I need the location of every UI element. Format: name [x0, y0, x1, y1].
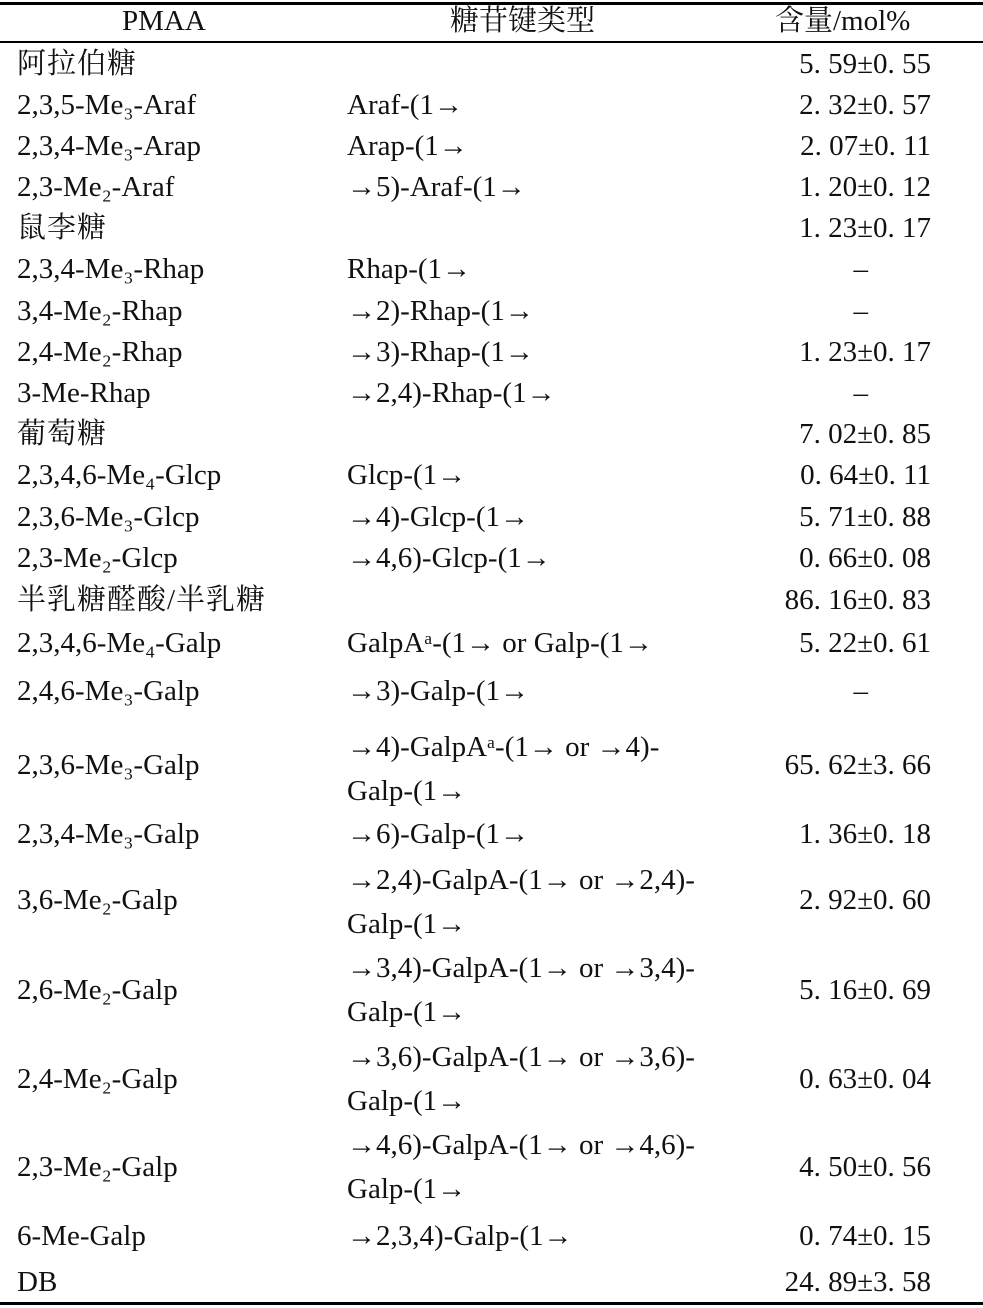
content-value: –	[853, 377, 868, 409]
sugar-group-label: 阿拉伯糖	[17, 48, 138, 80]
content-value: 1. 23±0. 17	[799, 336, 931, 368]
linkage-cell: Glcp-(1→	[347, 459, 467, 491]
linkage-cell: →6)-Galp-(1→	[347, 818, 530, 850]
content-value: 24. 89±3. 58	[784, 1266, 931, 1298]
linkage-cell: →4)-Glcp-(1→	[347, 501, 530, 533]
content-value: 5. 59±0. 55	[799, 48, 931, 80]
pmaa-cell: 2,3-Me₂-Galp	[17, 1151, 178, 1183]
pmaa-cell: 2,3,4-Me₃-Rhap	[17, 253, 205, 285]
table-bottom-rule	[0, 1302, 983, 1305]
pmaa-cell: 2,3,5-Me₃-Araf	[17, 89, 197, 121]
content-value: 5. 16±0. 69	[799, 974, 931, 1006]
header-linkage-type: 糖苷键类型	[450, 5, 596, 37]
content-value: –	[853, 675, 868, 707]
table-row	[0, 946, 983, 1034]
linkage-cell: →2,4)-GalpA-(1→ or →2,4)-Galp-(1→	[347, 864, 695, 940]
pmaa-cell: 2,3-Me₂-Glcp	[17, 542, 178, 574]
linkage-cell: →4,6)-GalpA-(1→ or →4,6)-Galp-(1→	[347, 1129, 695, 1205]
content-value: 2. 07±0. 11	[800, 130, 931, 162]
linkage-cell: →3)-Rhap-(1→	[347, 336, 534, 368]
content-value: –	[853, 253, 868, 285]
table-row	[0, 1035, 983, 1123]
linkage-cell: →5)-Araf-(1→	[347, 171, 526, 203]
sugar-group-label: 葡萄糖	[17, 418, 108, 450]
table-row	[0, 42, 983, 84]
pmaa-cell: 3-Me-Rhap	[17, 377, 151, 409]
header-content: 含量/mol%	[775, 5, 911, 37]
pmaa-cell: 2,4,6-Me₃-Galp	[17, 675, 200, 707]
linkage-cell: →3)-Galp-(1→	[347, 675, 530, 707]
pmaa-cell: 2,6-Me₂-Galp	[17, 974, 178, 1006]
pmaa-cell: 2,4-Me₂-Rhap	[17, 336, 183, 368]
linkage-cell: Rhap-(1→	[347, 253, 472, 285]
content-value: –	[853, 295, 868, 327]
linkage-cell: Araf-(1→	[347, 89, 463, 121]
pmaa-cell: 2,4-Me₂-Galp	[17, 1063, 178, 1095]
content-value: 2. 92±0. 60	[799, 884, 931, 916]
sugar-group-label: 半乳糖醛酸/半乳糖	[17, 584, 267, 616]
content-value: 2. 32±0. 57	[799, 89, 931, 121]
pmaa-cell: 2,3,4-Me₃-Galp	[17, 818, 200, 850]
linkage-cell: →3,6)-GalpA-(1→ or →3,6)-Galp-(1→	[347, 1041, 695, 1117]
content-value: 0. 63±0. 04	[799, 1063, 931, 1095]
content-value: 0. 66±0. 08	[799, 542, 931, 574]
content-value: 0. 64±0. 11	[800, 459, 931, 491]
table-row	[0, 725, 983, 813]
degree-of-branching-label: DB	[17, 1266, 58, 1298]
content-value: 5. 71±0. 88	[799, 501, 931, 533]
content-value: 86. 16±0. 83	[784, 584, 931, 616]
pmaa-cell: 2,3-Me₂-Araf	[17, 171, 175, 203]
pmaa-cell: 6-Me-Galp	[17, 1220, 146, 1252]
content-value: 7. 02±0. 85	[799, 418, 931, 450]
table-row	[0, 1123, 983, 1211]
pmaa-cell: 2,3,6-Me₃-Glcp	[17, 501, 200, 533]
linkage-cell: →2,3,4)-Galp-(1→	[347, 1220, 573, 1252]
table-row	[0, 858, 983, 946]
linkage-cell: →4,6)-Glcp-(1→	[347, 542, 551, 574]
linkage-cell: →2,4)-Rhap-(1→	[347, 377, 556, 409]
content-value: 0. 74±0. 15	[799, 1220, 931, 1252]
pmaa-cell: 2,3,4,6-Me₄-Galp	[17, 627, 222, 659]
linkage-cell: →3,4)-GalpA-(1→ or →3,4)-Galp-(1→	[347, 952, 695, 1028]
pmaa-cell: 2,3,4,6-Me₄-Glcp	[17, 459, 222, 491]
linkage-cell: GalpAᵃ-(1→ or Galp-(1→	[347, 627, 653, 659]
linkage-cell: Arap-(1→	[347, 130, 468, 162]
content-value: 4. 50±0. 56	[799, 1151, 931, 1183]
sugar-group-label: 鼠李糖	[17, 212, 108, 244]
content-value: 65. 62±3. 66	[784, 749, 931, 781]
content-value: 1. 36±0. 18	[799, 818, 931, 850]
pmaa-cell: 2,3,6-Me₃-Galp	[17, 749, 200, 781]
pmaa-cell: 3,4-Me₂-Rhap	[17, 295, 183, 327]
linkage-cell: →2)-Rhap-(1→	[347, 295, 534, 327]
pmaa-cell: 2,3,4-Me₃-Arap	[17, 130, 202, 162]
content-value: 1. 23±0. 17	[799, 212, 931, 244]
header-pmaa: PMAA	[122, 5, 206, 37]
pmaa-cell: 3,6-Me₂-Galp	[17, 884, 178, 916]
content-value: 5. 22±0. 61	[799, 627, 931, 659]
linkage-cell: →4)-GalpAᵃ-(1→ or →4)-Galp-(1→	[347, 731, 660, 807]
content-value: 1. 20±0. 12	[799, 171, 931, 203]
